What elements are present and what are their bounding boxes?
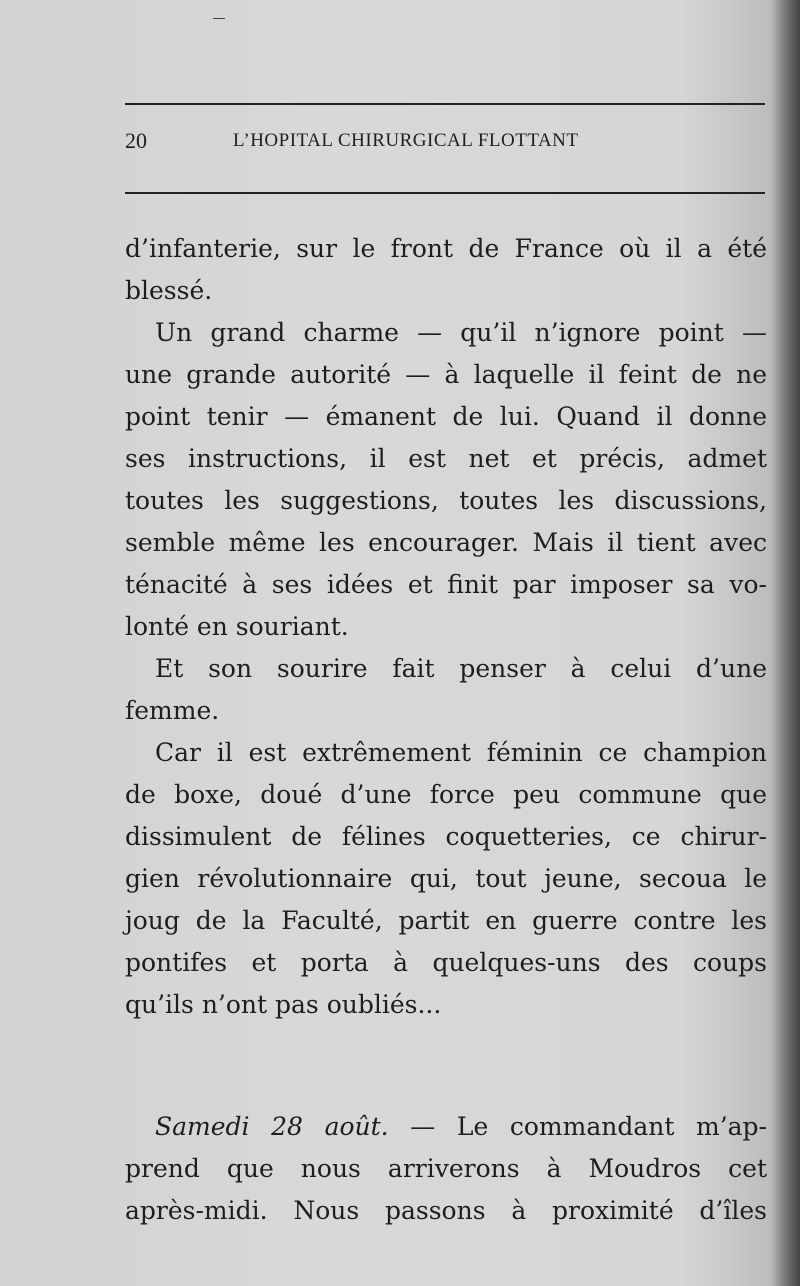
text-line: ténacité à ses idées et finit par imposer sa vo- (125, 570, 767, 599)
text-line: lonté en souriant. (125, 612, 349, 641)
text-line: Et son sourire fait penser à celui d’une (155, 654, 767, 683)
text-line: de boxe, doué d’une force peu commune que (125, 780, 767, 809)
text-line: Car il est extrêmement féminin ce champion (155, 738, 767, 767)
body-text (125, 228, 767, 1232)
text-line: toutes les suggestions, toutes les discussions, (125, 486, 767, 515)
header-top-rule (125, 103, 765, 105)
text-line: ses instructions, il est net et précis, admet (125, 444, 767, 473)
text-line: semble même les encourager. Mais il tient avec (125, 528, 767, 557)
running-header (125, 128, 765, 164)
text-line: point tenir — émanent de lui. Quand il donne (125, 402, 767, 431)
book-gutter-shadow (772, 0, 800, 1286)
text-line: qu’ils n’ont pas oubliés... (125, 990, 442, 1019)
header-bottom-rule (125, 192, 765, 194)
text-line: une grande autorité — à laquelle il feint de ne (125, 360, 767, 389)
text-line: gien révolutionnaire qui, tout jeune, secoua le (125, 864, 767, 893)
text-line: après-midi. Nous passons à proximité d’îles (125, 1196, 767, 1225)
text-line: prend que nous arriverons à Moudros cet (125, 1154, 767, 1183)
running-title: L’HOPITAL CHIRURGICAL FLOTTANT (233, 130, 579, 151)
entry-date: Samedi 28 août. (155, 1112, 389, 1141)
entry-first-line-rest: — Le commandant m’ap- (388, 1112, 767, 1141)
dated-entry-first-line (125, 1106, 767, 1148)
text-line: blessé. (125, 276, 213, 305)
text-line: pontifes et porta à quelques-uns des coups (125, 948, 767, 977)
print-mark (213, 18, 225, 19)
section-gap (125, 1026, 767, 1106)
text-line: Un grand charme — qu’il n’ignore point — (155, 318, 767, 347)
page-number: 20 (125, 128, 147, 153)
text-line: femme. (125, 696, 220, 725)
text-line: dissimulent de félines coquetteries, ce chirur- (125, 822, 767, 851)
text-line: joug de la Faculté, partit en guerre contre les (125, 906, 767, 935)
text-line: d’infanterie, sur le front de France où il a été (125, 234, 767, 263)
